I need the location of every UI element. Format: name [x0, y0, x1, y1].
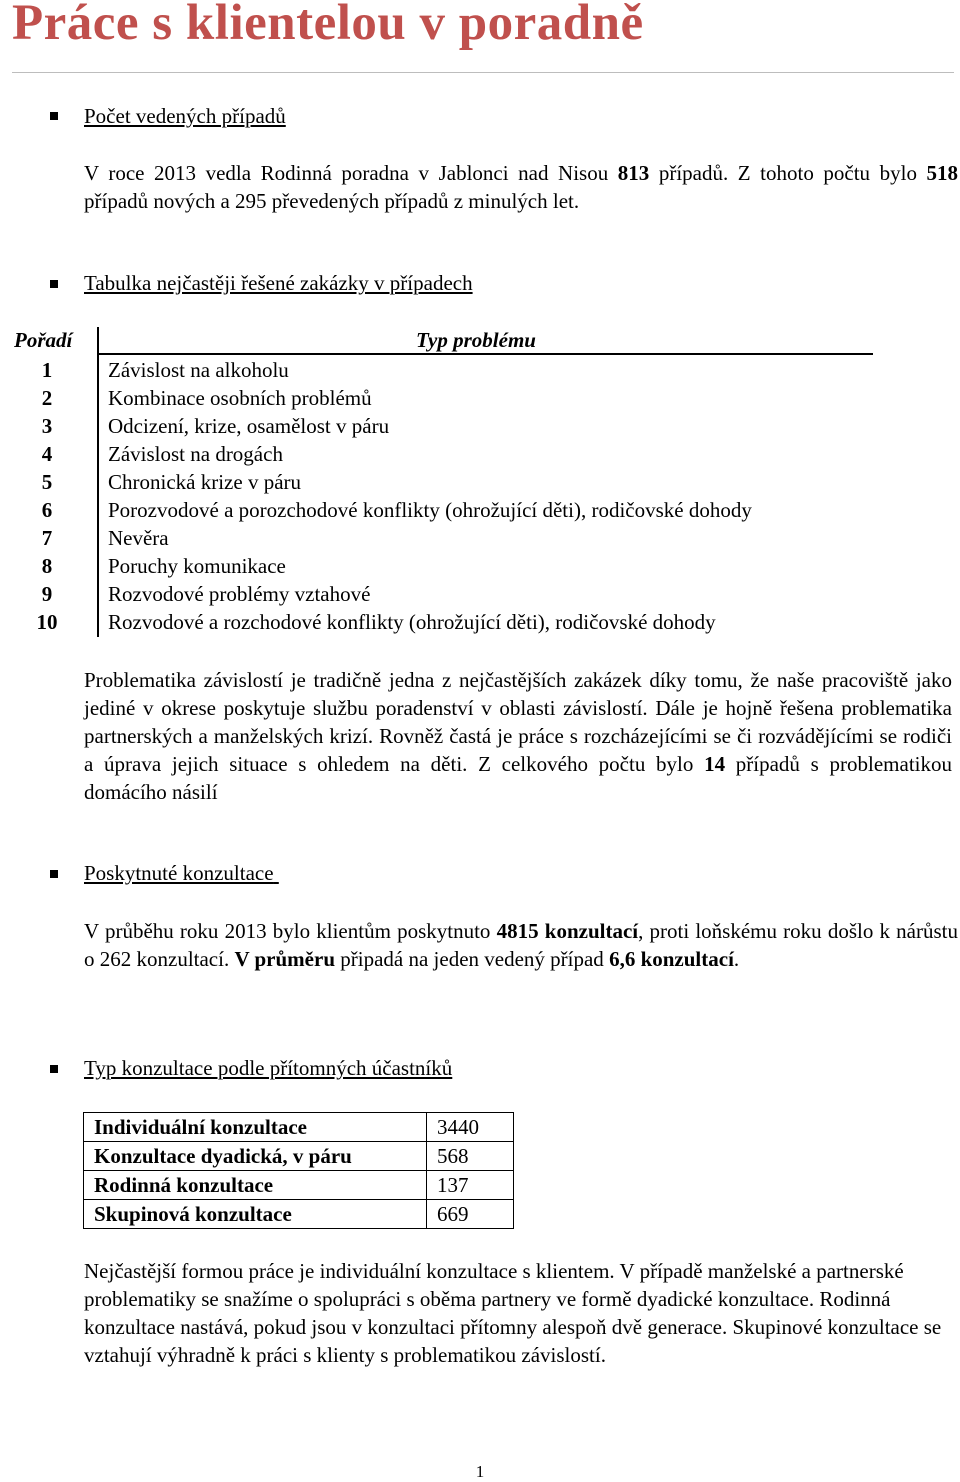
table-row-problem: Rozvodové problémy vztahové	[108, 582, 371, 606]
table-row-number: 1	[41, 358, 53, 382]
consultation-type-label: Konzultace dyadická, v páru	[84, 1142, 427, 1171]
table-row	[84, 1142, 514, 1171]
consultation-type-count: 3440	[427, 1113, 514, 1142]
section-heading-typ: Typ konzultace podle přítomných účastníků	[84, 1056, 453, 1080]
table-row-problem: Poruchy komunikace	[108, 554, 286, 578]
table-vertical-rule	[97, 327, 99, 637]
table-row-number: 2	[41, 386, 53, 410]
table-row-problem: Chronická krize v páru	[108, 470, 302, 494]
table-row-problem: Nevěra	[108, 526, 169, 550]
paragraph-konzultace: V průběhu roku 2013 bylo klientům poskytnuto 4815 konzultací, proti loňskému roku došlo k nárůstu o 262 konzultací. V průměru připadá na jeden vedený případ 6,6 konzultací.	[84, 919, 958, 971]
table-row-number: 4	[41, 442, 53, 466]
table-row	[84, 1113, 514, 1142]
bullet-icon	[50, 280, 58, 288]
bullet-icon	[50, 112, 58, 120]
table-row	[84, 1200, 514, 1229]
table-row-problem: Závislost na alkoholu	[108, 358, 289, 382]
consultation-type-count: 137	[427, 1171, 514, 1200]
consultation-type-label: Individuální konzultace	[84, 1113, 427, 1142]
paragraph-pocet: V roce 2013 vedla Rodinná poradna v Jablonci nad Nisou 813 případů. Z tohoto počtu bylo 518 případů nových a 295 převedených případů z minulých let.	[84, 161, 959, 213]
table-row-number: 5	[41, 470, 53, 494]
table-row-problem: Odcizení, krize, osamělost v páru	[108, 414, 390, 438]
table-row-number: 9	[41, 582, 53, 606]
table-header-rule	[97, 353, 873, 355]
paragraph-typ: Nejčastější formou práce je individuální konzultace s klientem. V případě manželské a partnerské problematiky se snažíme o spolupráci s oběma partnery ve formě dyadické konzultace. Rodinná konzultace nastává, pokud jsou v konzultaci přítomny alespoň dvě generace. Skupinové konzultace se vztahují výhradně k práci s klienty s problematikou závislostí.	[84, 1259, 942, 1367]
consultation-type-label: Skupinová konzultace	[84, 1200, 427, 1229]
section-heading-pocet: Počet vedených případů	[84, 104, 286, 128]
table-row-number: 10	[36, 610, 58, 634]
table-row-problem: Rozvodové a rozchodové konflikty (ohrožující děti), rodičovské dohody	[108, 610, 716, 634]
consultation-type-count: 568	[427, 1142, 514, 1171]
bullet-icon	[50, 1065, 58, 1073]
consultation-type-table	[83, 1112, 514, 1229]
table-row-number: 8	[41, 554, 53, 578]
table-row-number: 3	[41, 414, 53, 438]
page-title: Práce s klientelou v poradně	[12, 0, 644, 51]
page-number: 1	[475, 1462, 485, 1481]
table-row	[84, 1171, 514, 1200]
problem-table	[0, 325, 960, 640]
paragraph-zavislosti: Problematika závislostí je tradičně jedna z nejčastějších zakázek díky tomu, že naše pracoviště jako jediné v okrese poskytuje službu poradenství v oblasti závislostí. Dále je hojně řešena problematika partnerských a manželských krizí. Rovněž častá je práce s rozcházejícími se či rozvádějícími se rodiči a úprava jejich situace s ohledem na děti. Z celkového počtu bylo 14 případů s problematikou domácího násilí	[84, 668, 952, 804]
title-divider	[12, 72, 954, 73]
table-row-problem: Kombinace osobních problémů	[108, 386, 372, 410]
section-heading-tabulka: Tabulka nejčastěji řešené zakázky v případech	[84, 271, 473, 295]
bullet-icon	[50, 870, 58, 878]
section-heading-konzultace: Poskytnuté konzultace	[84, 861, 274, 885]
table-row-problem: Porozvodové a porozchodové konflikty (ohrožující děti), rodičovské dohody	[108, 498, 752, 522]
column-header-type: Typ problému	[416, 328, 536, 352]
consultation-type-count: 669	[427, 1200, 514, 1229]
table-row-number: 6	[41, 498, 53, 522]
table-row-number: 7	[41, 526, 53, 550]
table-row-problem: Závislost na drogách	[108, 442, 283, 466]
column-header-order: Pořadí	[14, 328, 73, 352]
consultation-type-label: Rodinná konzultace	[84, 1171, 427, 1200]
